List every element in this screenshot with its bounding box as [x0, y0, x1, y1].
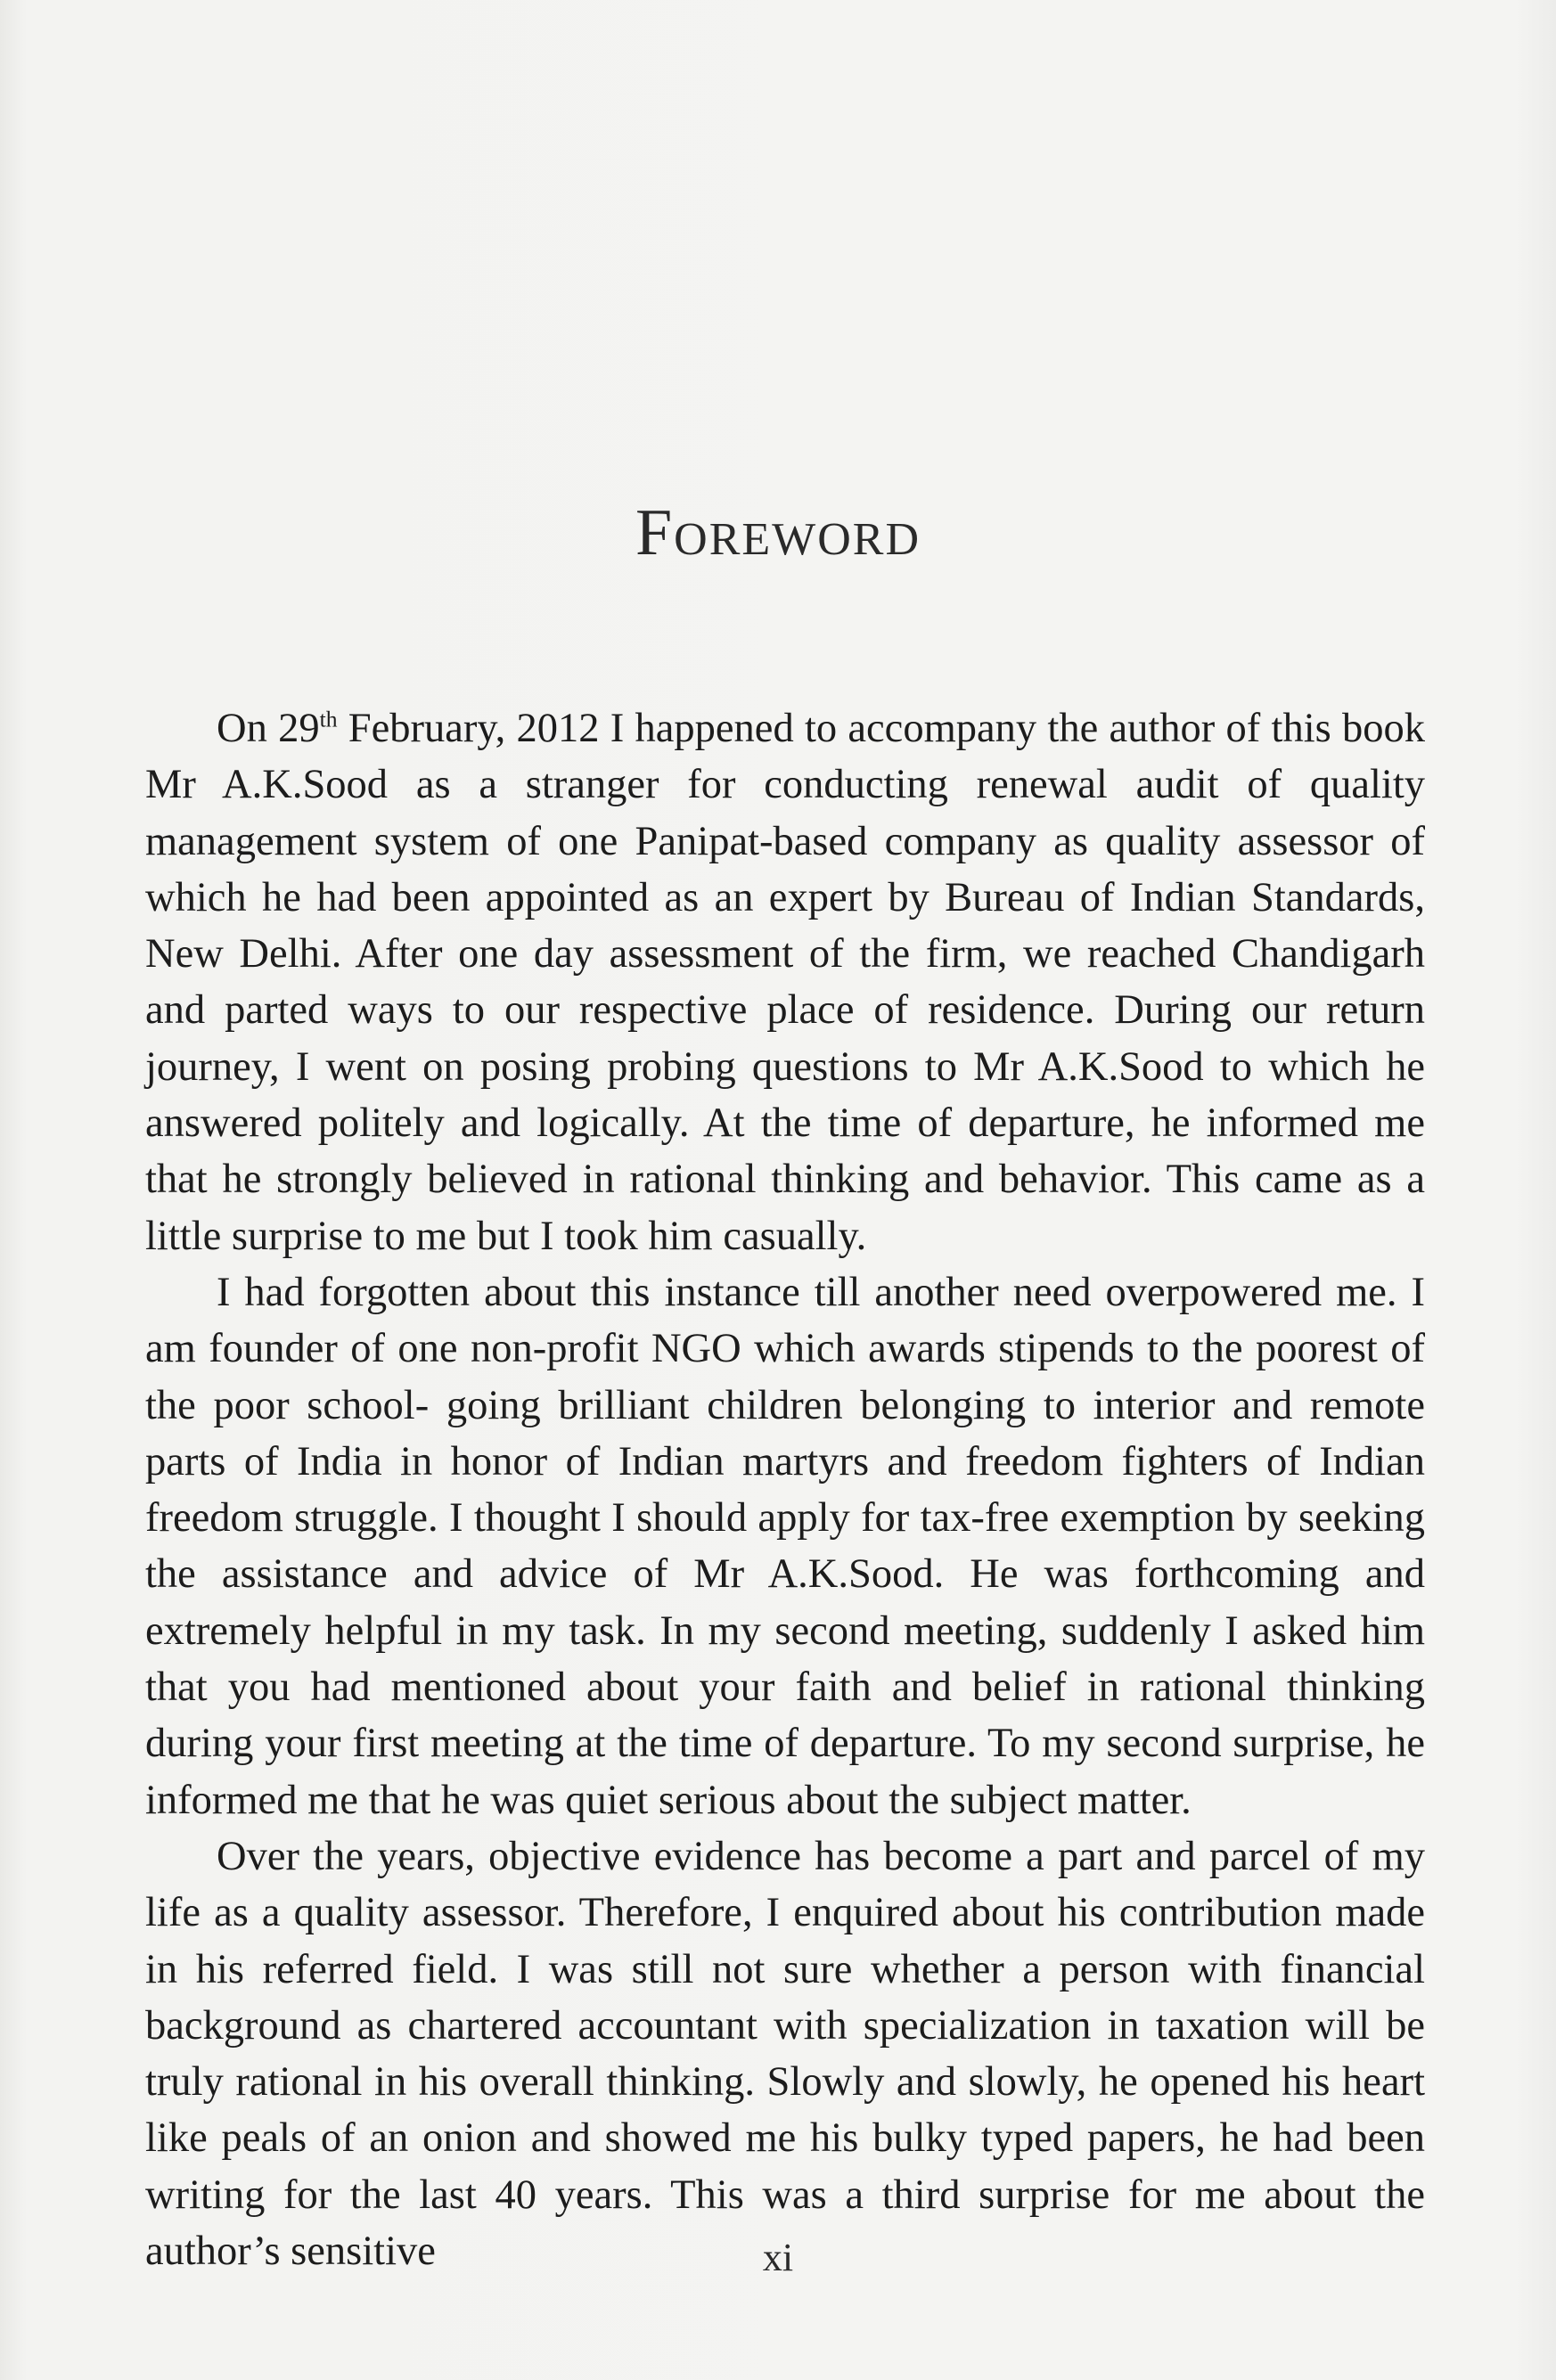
paragraph-1: [145, 700, 1425, 1264]
page-title: Foreword: [635, 496, 921, 569]
paragraph-1-lead: On 29: [217, 706, 320, 751]
page-number: xi: [762, 2236, 794, 2279]
paragraph-3: Over the years, objective evidence has become a part and parcel of my life as a quality assessor. Therefore, I enquired about his contribution made in his referred field. I was still not sure whether a person with financial background as chartered accountant with specialization in taxation will be truly rational in his overall thinking. Slowly and slowly, he opened his heart like peals of an onion and showed me his bulky typed papers, he had been writing for the last 40 years. This was a third surprise for me about the author’s sensitive: [145, 1833, 1425, 2275]
paragraph-1-ordinal-suffix: th: [319, 706, 338, 732]
paragraph-2: I had forgotten about this instance till another need overpowered me. I am founder of one non-profit NGO which awards stipends to the poorest of the poor school- going brilliant children belonging to interior and remote parts of India in honor of Indian martyrs and freedom fighters of Indian freedom struggle. I thought I should apply for tax-free exemption by seeking the assistance and advice of Mr A.K.Sood. He was forthcoming and extremely helpful in my task. In my second meeting, suddenly I asked him that you had mentioned about your faith and belief in rational thinking during your first meeting at the time of departure. To my second surprise, he informed me that he was quiet serious about the subject matter.: [145, 1269, 1425, 1823]
body-text: [145, 700, 1425, 2279]
paragraph-1-text: February, 2012 I happened to accompany the author of this book Mr A.K.Sood as a stranger for conducting renewal audit of quality management system of one Panipat-based company as quality assessor of which he had been appointed as an expert by Bureau of Indian Standards, New Delhi. After one day assessment of the firm, we reached Chandigarh and parted ways to our respective place of residence. During our return journey, I went on posing probing questions to Mr A.K.Sood to which he answered politely and logically. At the time of departure, he informed me that he strongly believed in rational thinking and behavior. This came as a little surprise to me but I took him casually.: [145, 706, 1425, 1259]
